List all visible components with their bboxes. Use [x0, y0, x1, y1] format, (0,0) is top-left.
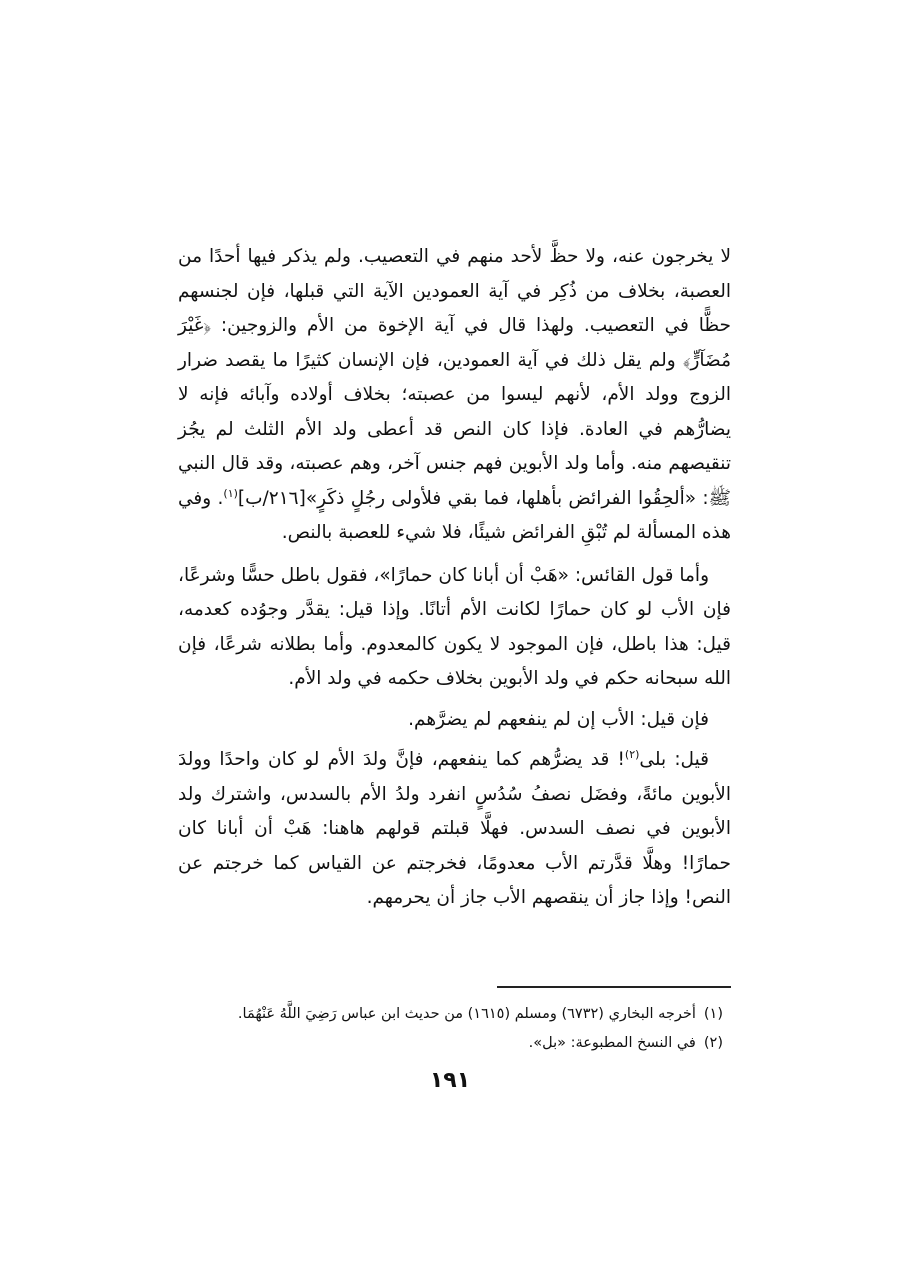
page-number: ١٩١	[429, 1068, 471, 1093]
paragraph-1-text-b: ولم يقل ذلك في آية العمودين، فإن الإنسان كثيرًا ما يقصد ضرار الزوج وولد الأم، لأنهم ليسوا من عصبته؛ بخلاف أولاده وآبائه فإنه لا يضارُّهم في العادة. فإذا كان النص قد أعطى ولد الأم الثلث لم يجُز تنقيصهم منه. وأما ولد الأبوين فهم جنس آخر، وهم عصبته، وقد قال النبي ﷺ:	[178, 349, 731, 509]
footnote-2-text: في النسخ المطبوعة: «بل».	[528, 1035, 696, 1051]
footnote-marker-2: (٢)	[624, 747, 640, 761]
footnote-2	[178, 1029, 723, 1058]
paragraph-1-text-a: لا يخرجون عنه، ولا حظَّ لأحد منهم في التعصيب. ولم يذكر فيها أحدًا من العصبة، بخلاف من ذُكِر في آية العمودين الآية التي قبلها، فإن لجنسهم حظًّا في التعصيب. ولهذا قال في آية الإخوة من الأم والزوجين:	[178, 246, 731, 336]
paragraph-1-text-c: . وفي هذه المسألة لم تُبْقِ الفرائض شيئًا، فلا شيء للعصبة بالنص.	[178, 487, 731, 543]
footnote-1-text: أخرجه البخاري (٦٧٣٢) ومسلم (١٦١٥) من حديث ابن عباس رَضِيَ اللَّهُ عَنْهُمَا.	[237, 1006, 696, 1022]
footnote-1	[178, 1000, 723, 1029]
manuscript-reference: [٢١٦/ب]	[237, 487, 306, 509]
paragraph-1	[178, 240, 731, 551]
paragraph-3	[178, 703, 731, 738]
reply-text-a: بلى	[639, 749, 675, 770]
footnote-1-number: (١)	[703, 1006, 723, 1022]
reply-text-b: ! قد يضرُّهم كما ينفعهم، فإنَّ ولدَ الأم لو كان واحدًا وولدَ الأبوين مائةً، وفضَل نصفُ سُدُسٍ انفرد ولدُ الأم بالسدس، واشترك ولد الأبوين في نصف السدس. فهلَّا قبلتم قولهم هاهنا: هَبْ أن أبانا كان حمارًا! وهلَّا قدَّرتم الأب معدومًا، فخرجتم عن القياس كما خرجتم عن النص! وإذا جاز أن ينقصهم الأب جاز أن يحرمهم.	[178, 749, 731, 908]
footnotes	[178, 1000, 723, 1058]
paragraph-4	[178, 743, 731, 916]
paragraph-2	[178, 559, 731, 697]
footnote-divider	[497, 986, 731, 988]
reply-label: قيل:	[674, 749, 709, 770]
objection-text: الأب إن لم ينفعهم لم يضرَّهم.	[408, 708, 641, 730]
paragraph-2-text: وأما قول القائس: «هَبْ أن أبانا كان حمارًا»، فقول باطل حسًّا وشرعًا، فإن الأب لو كان حمارًا لكانت الأم أتانًا. وإذا قيل: يقدَّر وجوُده كعدمه، قيل: هذا باطل، فإن الموجود لا يكون كالمعدوم. وأما بطلانه شرعًا، فإن الله سبحانه حكم في ولد الأبوين بخلاف حكمه في ولد الأم.	[178, 564, 731, 689]
objection-label: فإن قيل:	[640, 708, 709, 730]
footnote-2-number: (٢)	[703, 1035, 723, 1051]
footnote-marker-1: (١)	[223, 486, 238, 500]
quran-quote: ﴿غَيْرَ مُضَآرٍّ﴾	[178, 315, 731, 371]
hadith-quote: «ألحِقُوا الفرائض بأهلها، فما بقي فلأولى رجُلٍ ذكَرٍ»	[305, 487, 697, 509]
main-text	[178, 240, 731, 916]
